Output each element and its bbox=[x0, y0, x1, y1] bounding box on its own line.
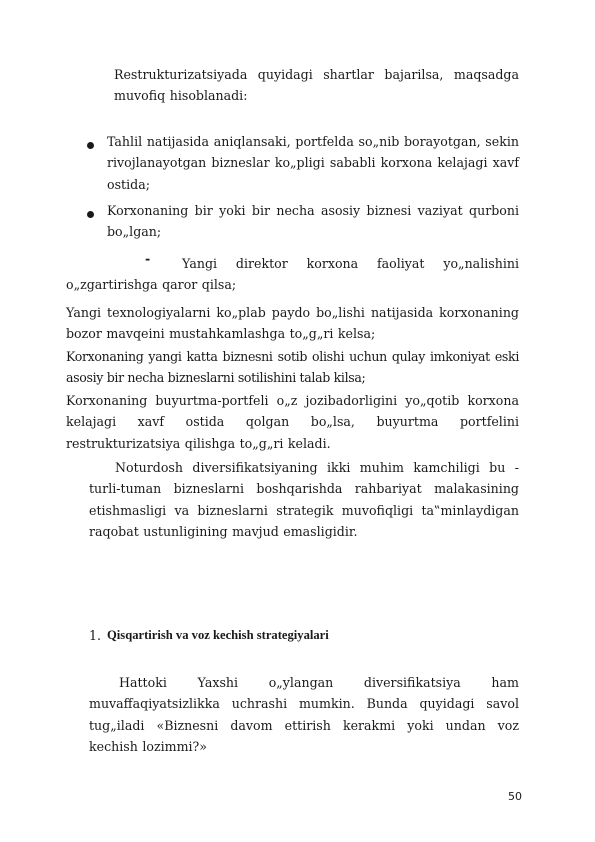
dash-item: Yangi direktor korxona faoliyat yo„nalishini o„zgartirishga qaror qilsa; bbox=[66, 256, 519, 293]
conclusion-paragraph: Noturdosh diversifikatsiyaning ikki muhim kamchiligi bu - turli-tuman bizneslarni boshqarishda rahbariyat malakasining etishmasligi va bizneslarni strategik muvofiqligi ta‟minlaydigan raqobat ustunligining mavjud emasligidir. bbox=[89, 460, 519, 540]
paragraph-3: Korxonaning buyurtma-portfeli o„z jozibadorligini yo„qotib korxona kelajagi xavf ostida qolgan bo„lsa, buyurtma portfelini restrukturizatsiya qilishga to„g„ri keladi. bbox=[66, 393, 519, 451]
paragraph-2: Korxonaning yangi katta biznesni sotib olishi uchun qulay imkoniyat eski asosiy bir necha bizneslarni sotilishini talab kilsa; bbox=[66, 349, 519, 386]
bullet-icon bbox=[87, 211, 94, 218]
section-number: 1. bbox=[89, 628, 102, 643]
final-paragraph: Hattoki Yaxshi o„ylangan diversifikatsiya ham muvaffaqiyatsizlikka uchrashi mumkin. Bunda quyidagi savol tug„iladi «Biznesni davom ettirish kerakmi yoki undan voz kechish lozimmi?» bbox=[89, 675, 519, 755]
bullet-icon bbox=[87, 142, 94, 149]
intro-paragraph: Restrukturizatsiyada quyidagi shartlar bajarilsa, maqsadga muvofiq hisoblanadi: bbox=[114, 67, 519, 104]
section-title: Qisqartirish va voz kechish strategiyalari bbox=[107, 628, 329, 642]
page-number: 50 bbox=[508, 790, 522, 803]
paragraph-1: Yangi texnologiyalarni ko„plab paydo bo„lishi natijasida korxonaning bozor mavqeini mustahkamlashga to„g„ri kelsa; bbox=[66, 305, 519, 342]
bullet-item-1: Tahlil natijasida aniqlansaki, portfelda so„nib borayotgan, sekin rivojlanayotgan bizneslar ko„pligi sababli korxona kelajagi xavf ostida; bbox=[107, 134, 519, 192]
bullet-item-2: Korxonaning bir yoki bir necha asosiy biznesi vaziyat qurboni bo„lgan; bbox=[107, 203, 519, 240]
dash-bullet-icon: - bbox=[145, 251, 151, 266]
